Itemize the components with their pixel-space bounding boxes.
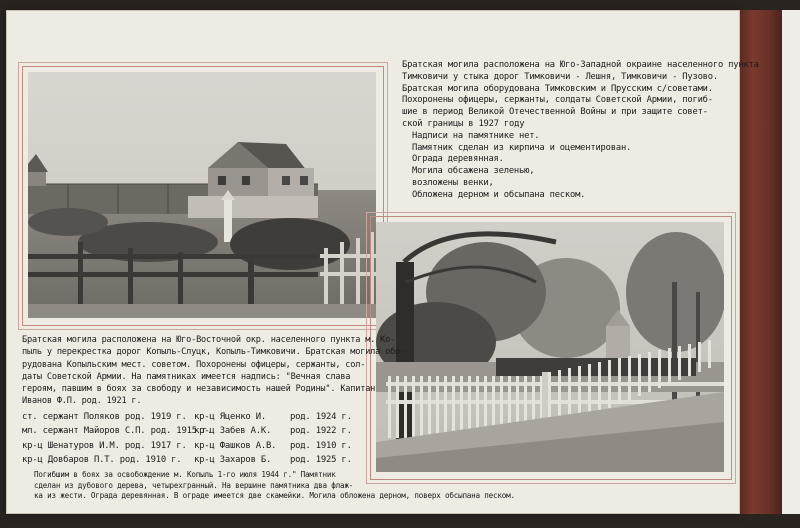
buried-year-right: род. 1924 г. — [290, 412, 352, 422]
list-item — [22, 453, 352, 467]
buried-list — [22, 410, 352, 468]
page-edge — [782, 10, 800, 514]
text-line: героям, павшим в боях за свободу и независимость нашей Родины". Капитан — [22, 384, 376, 395]
buried-name-left: кр-ц Довбаров П.Т. род. 1910 г. — [22, 455, 182, 466]
text-line: рудована Копыльским мест. советом. Похоронены офицеры, сержанты, сол- — [22, 359, 366, 370]
list-item — [22, 439, 352, 453]
buried-name-right: кр-ц Фашков А.В. — [194, 440, 277, 451]
photo-memorial-fence — [376, 222, 724, 472]
text-line: Братская могила оборудована Тимковским и Прусским с/советами. — [402, 83, 713, 94]
list-item — [22, 410, 352, 424]
text-line: Братская могила расположена на Юго-Западной окраине населенного пункта — [402, 60, 759, 70]
buried-name-right: кр-ц Захаров Б. — [194, 455, 272, 466]
text-line: Похоронены офицеры, сержанты, солдаты Советской Армии, погиб- — [402, 95, 713, 106]
buried-year-right: род. 1910 г. — [290, 440, 352, 451]
text-line: Тимковичи у стыка дорог Тимковичи - Лешня, Тимковичи - Пузово. — [402, 71, 718, 82]
text-line: Надписи на памятнике нет. — [412, 130, 540, 141]
bottom-notes — [34, 470, 515, 502]
buried-name-right: кр-ц Забев А.К. — [194, 426, 272, 437]
text-line: Братская могила расположена на Юго-Восточной окр. населенного пункта м. Ко- — [22, 335, 396, 345]
bottom-left-description — [22, 334, 405, 408]
top-right-description — [402, 60, 759, 202]
text-line: Обложена дерном и обсыпана песком. — [412, 189, 586, 200]
text-line: Памятник сделан из кирпича и оцементирован. — [412, 142, 632, 153]
buried-name-left: мл. сержант Майоров С.П. род. 1915 г. — [22, 426, 213, 437]
buried-name-left: ст. сержант Поляков род. 1919 г. — [22, 412, 187, 422]
text-line: Иванов Ф.П. род. 1921 г. — [22, 396, 142, 407]
text-line: ской границы в 1927 году — [402, 118, 525, 129]
buried-year-right: род. 1925 г. — [290, 455, 352, 466]
text-line: Могила обсажена зеленью, — [412, 166, 535, 177]
text-line: шие в период Великой Отечественной Войны и при защите совет- — [402, 107, 708, 118]
text-line: сделан из дубового дерева, четырехгранный. На вершине памятника два флаж- — [34, 480, 354, 490]
buried-name-left: кр-ц Шенатуров И.М. род. 1917 г. — [22, 440, 187, 451]
text-line: Погибшим в боях за освобождение м. Копыль 1-го июля 1944 г." Памятник — [34, 470, 336, 479]
buried-year-right: род. 1922 г. — [290, 426, 352, 437]
text-line: даты Советской Армии. На памятниках имеется надпись: "Вечная слава — [22, 371, 351, 382]
text-line: ка из жести. Ограда деревянная. В ограде имеется две скамейки. Могила обложена дерном, поверх обсыпана песком. — [34, 491, 515, 501]
photo-house-fence — [28, 72, 376, 318]
list-item — [22, 424, 352, 438]
text-line: Ограда деревянная. — [412, 154, 504, 165]
buried-name-right: кр-ц Яценко И. — [194, 412, 267, 422]
text-line: возложены венки, — [412, 177, 494, 188]
text-line: пыль у перекрестка дорог Копыль-Слуцк, Копыль-Тимковичи. Братская могила обо- — [22, 347, 405, 358]
